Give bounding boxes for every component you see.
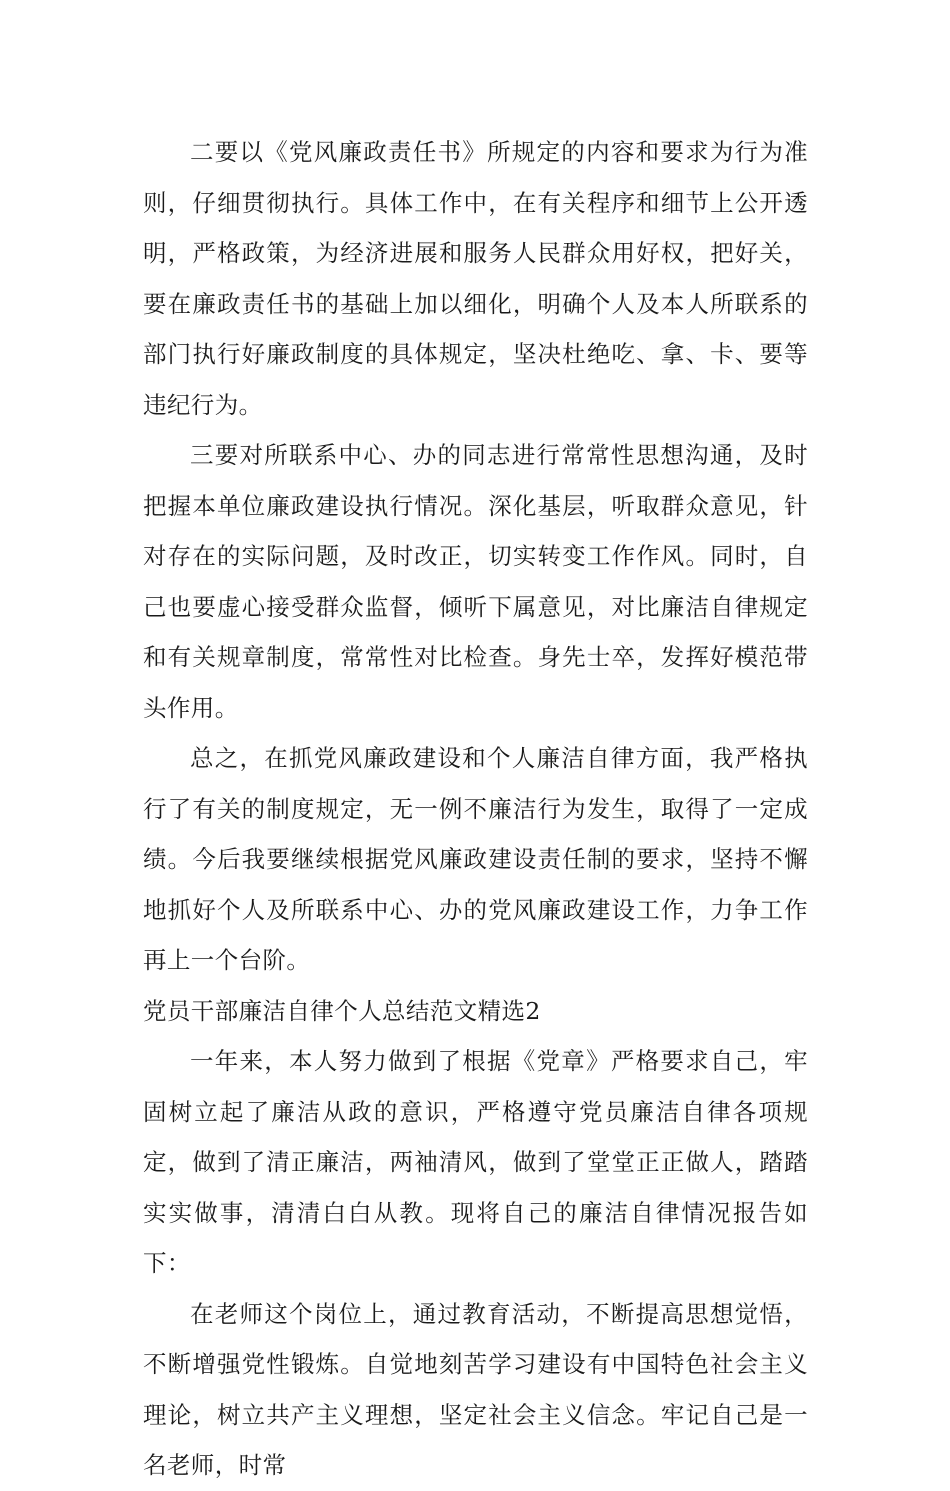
paragraph-year-review: 一年来，本人努力做到了根据《党章》严格要求自己，牢固树立起了廉洁从政的意识，严格遵守党员廉洁自律各项规定，做到了清正廉洁，两袖清风，做到了堂堂正正做人，踏踏实实做事，清清白白从教。现将自己的廉洁自律情况报告如下： [143,1047,808,1277]
paragraph-communication: 三要对所联系中心、办的同志进行常常性思想沟通，及时把握本单位廉政建设执行情况。深化基层，听取群众意见，针对存在的实际问题，及时改正，切实转变工作作风。同时，自己也要虚心接受群众监督，倾听下属意见，对比廉洁自律规定和有关规章制度，常常性对比检查。身先士卒，发挥好模范带头作用。 [143,441,808,722]
section-heading: 党员干部廉洁自律个人总结范文精选2 [143,996,541,1025]
paragraph-responsibility-letter: 二要以《党风廉政责任书》所规定的内容和要求为行为准则，仔细贯彻执行。具体工作中，在有关程序和细节上公开透明，严格政策，为经济进展和服务人民群众用好权，把好关，要在廉政责任书的基础上加以细化，明确个人及本人所联系的部门执行好廉政制度的具体规定，坚决杜绝吃、拿、卡、要等违纪行为。 [143,138,808,419]
paragraph-conclusion: 总之，在抓党风廉政建设和个人廉洁自律方面，我严格执行了有关的制度规定，无一例不廉洁行为发生，取得了一定成绩。今后我要继续根据党风廉政建设责任制的要求，坚持不懈地抓好个人及所联系中心、办的党风廉政建设工作，力争工作再上一个台阶。 [143,744,808,974]
paragraph-teacher-role: 在老师这个岗位上，通过教育活动，不断提高思想觉悟，不断增强党性锻炼。自觉地刻苦学习建设有中国特色社会主义理论，树立共产主义理想，坚定社会主义信念。牢记自己是一名老师，时常 [143,1299,808,1479]
document-body [143,127,808,1491]
